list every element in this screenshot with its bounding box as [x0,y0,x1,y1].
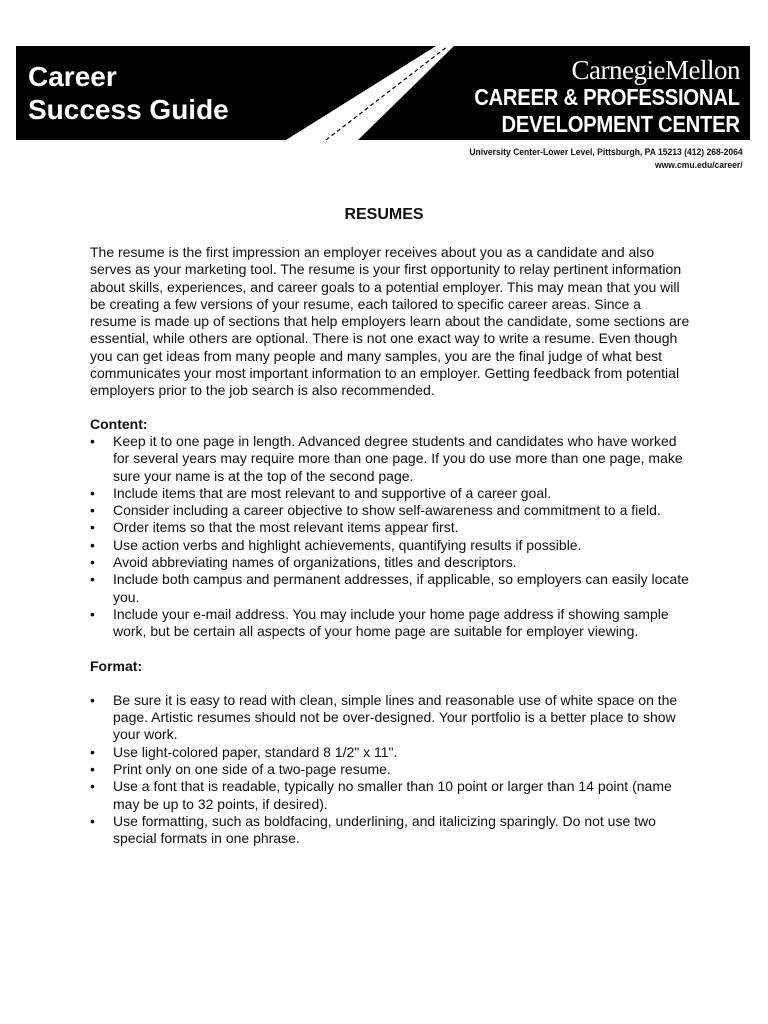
content-heading: Content: [90,415,148,432]
bullet-icon: • [90,536,95,553]
list-item [90,433,690,485]
list-item [90,761,690,778]
header-banner [16,46,750,140]
cmu-branding [438,56,740,138]
bullet-icon: • [90,761,95,778]
bullet-icon: • [90,605,95,622]
list-item-text: Print only on one side of a two-page resume. [113,761,391,778]
bullet-icon: • [90,519,95,536]
bullet-icon: • [90,554,95,571]
bullet-icon: • [90,432,95,449]
list-item-text: Keep it to one page in length. Advanced degree students and candidates who have worked for several years may require more than one page. If you do use more than one page, make sure your name is at the top of the second page. [113,432,683,484]
address-block [470,146,743,172]
document-title: RESUMES [344,206,424,223]
guide-title-line2: Success Guide [28,94,229,125]
document-body [90,244,690,848]
bullet-icon: • [90,502,95,519]
list-item-text: Use action verbs and highlight achievements, quantifying results if possible. [113,536,582,553]
center-name-line1: CAREER & PROFESSIONAL [474,84,740,110]
list-item [90,692,690,744]
bullet-icon: • [90,691,95,708]
bullet-icon: • [90,778,95,795]
center-name-line2: DEVELOPMENT CENTER [501,111,740,137]
list-item-text: Order items so that the most relevant items appear first. [113,519,459,536]
list-item-text: Include items that are most relevant to and supportive of a career goal. [113,484,552,501]
list-item-text: Consider including a career objective to show self-awareness and commitment to a field. [113,502,661,519]
list-item-text: Avoid abbreviating names of organizations, titles and descriptors. [113,554,517,571]
list-item-text: Use light-colored paper, standard 8 1/2" x 11". [113,743,398,760]
list-item-text: Include both campus and permanent addresses, if applicable, so employers can easily locate you. [113,571,689,605]
content-list [90,433,690,641]
list-item [90,813,690,848]
list-item [90,537,690,554]
cmu-logo: CarnegieMellon [571,55,740,85]
list-item-text: Be sure it is easy to read with clean, simple lines and reasonable use of white space on the page. Artistic resumes should not be over-designed. Your portfolio is a better place to show your work. [113,691,678,743]
bullet-icon: • [90,812,95,829]
format-heading: Format: [90,657,143,674]
guide-title [28,60,229,126]
guide-title-line1: Career [28,61,117,92]
list-item [90,519,690,536]
list-item [90,554,690,571]
bullet-icon: • [90,571,95,588]
list-item [90,744,690,761]
intro-paragraph: The resume is the first impression an employer receives about you as a candidate and also serves as your marketing tool. The resume is your first opportunity to relay pertinent information about skills, experiences, and career goals to a potential employer. This may mean that you will be creating a few versions of your resume, each tailored to specific career areas. Since a resume is made up of sections that help employers learn about the candidate, some sections are essential, while others are optional. There is not one exact way to write a resume. Even though you can get ideas from many people and many samples, you are the final judge of what best communicates your most important information to an employer. Getting feedback from potential employers prior to the job search is also recommended. [90,244,690,399]
address-line: University Center-Lower Level, Pittsburgh, PA 15213 (412) 268-2064 [469,147,743,158]
list-item [90,778,690,813]
list-item-text: Use formatting, such as boldfacing, underlining, and italicizing sparingly. Do not use two special formats in one phrase. [113,812,656,847]
format-list [90,692,690,848]
bullet-icon: • [90,484,95,501]
list-item [90,571,690,606]
website-link[interactable]: www.cmu.edu/career/ [655,160,743,171]
list-item [90,485,690,502]
list-item-text: Include your e-mail address. You may include your home page address if showing sample work, but be certain all aspects of your home page are suitable for employer viewing. [113,605,669,640]
list-item-text: Use a font that is readable, typically no smaller than 10 point or larger than 14 point (name may be up to 32 points, if desired). [113,778,672,812]
bullet-icon: • [90,743,95,760]
list-item [90,502,690,519]
list-item [90,606,690,641]
